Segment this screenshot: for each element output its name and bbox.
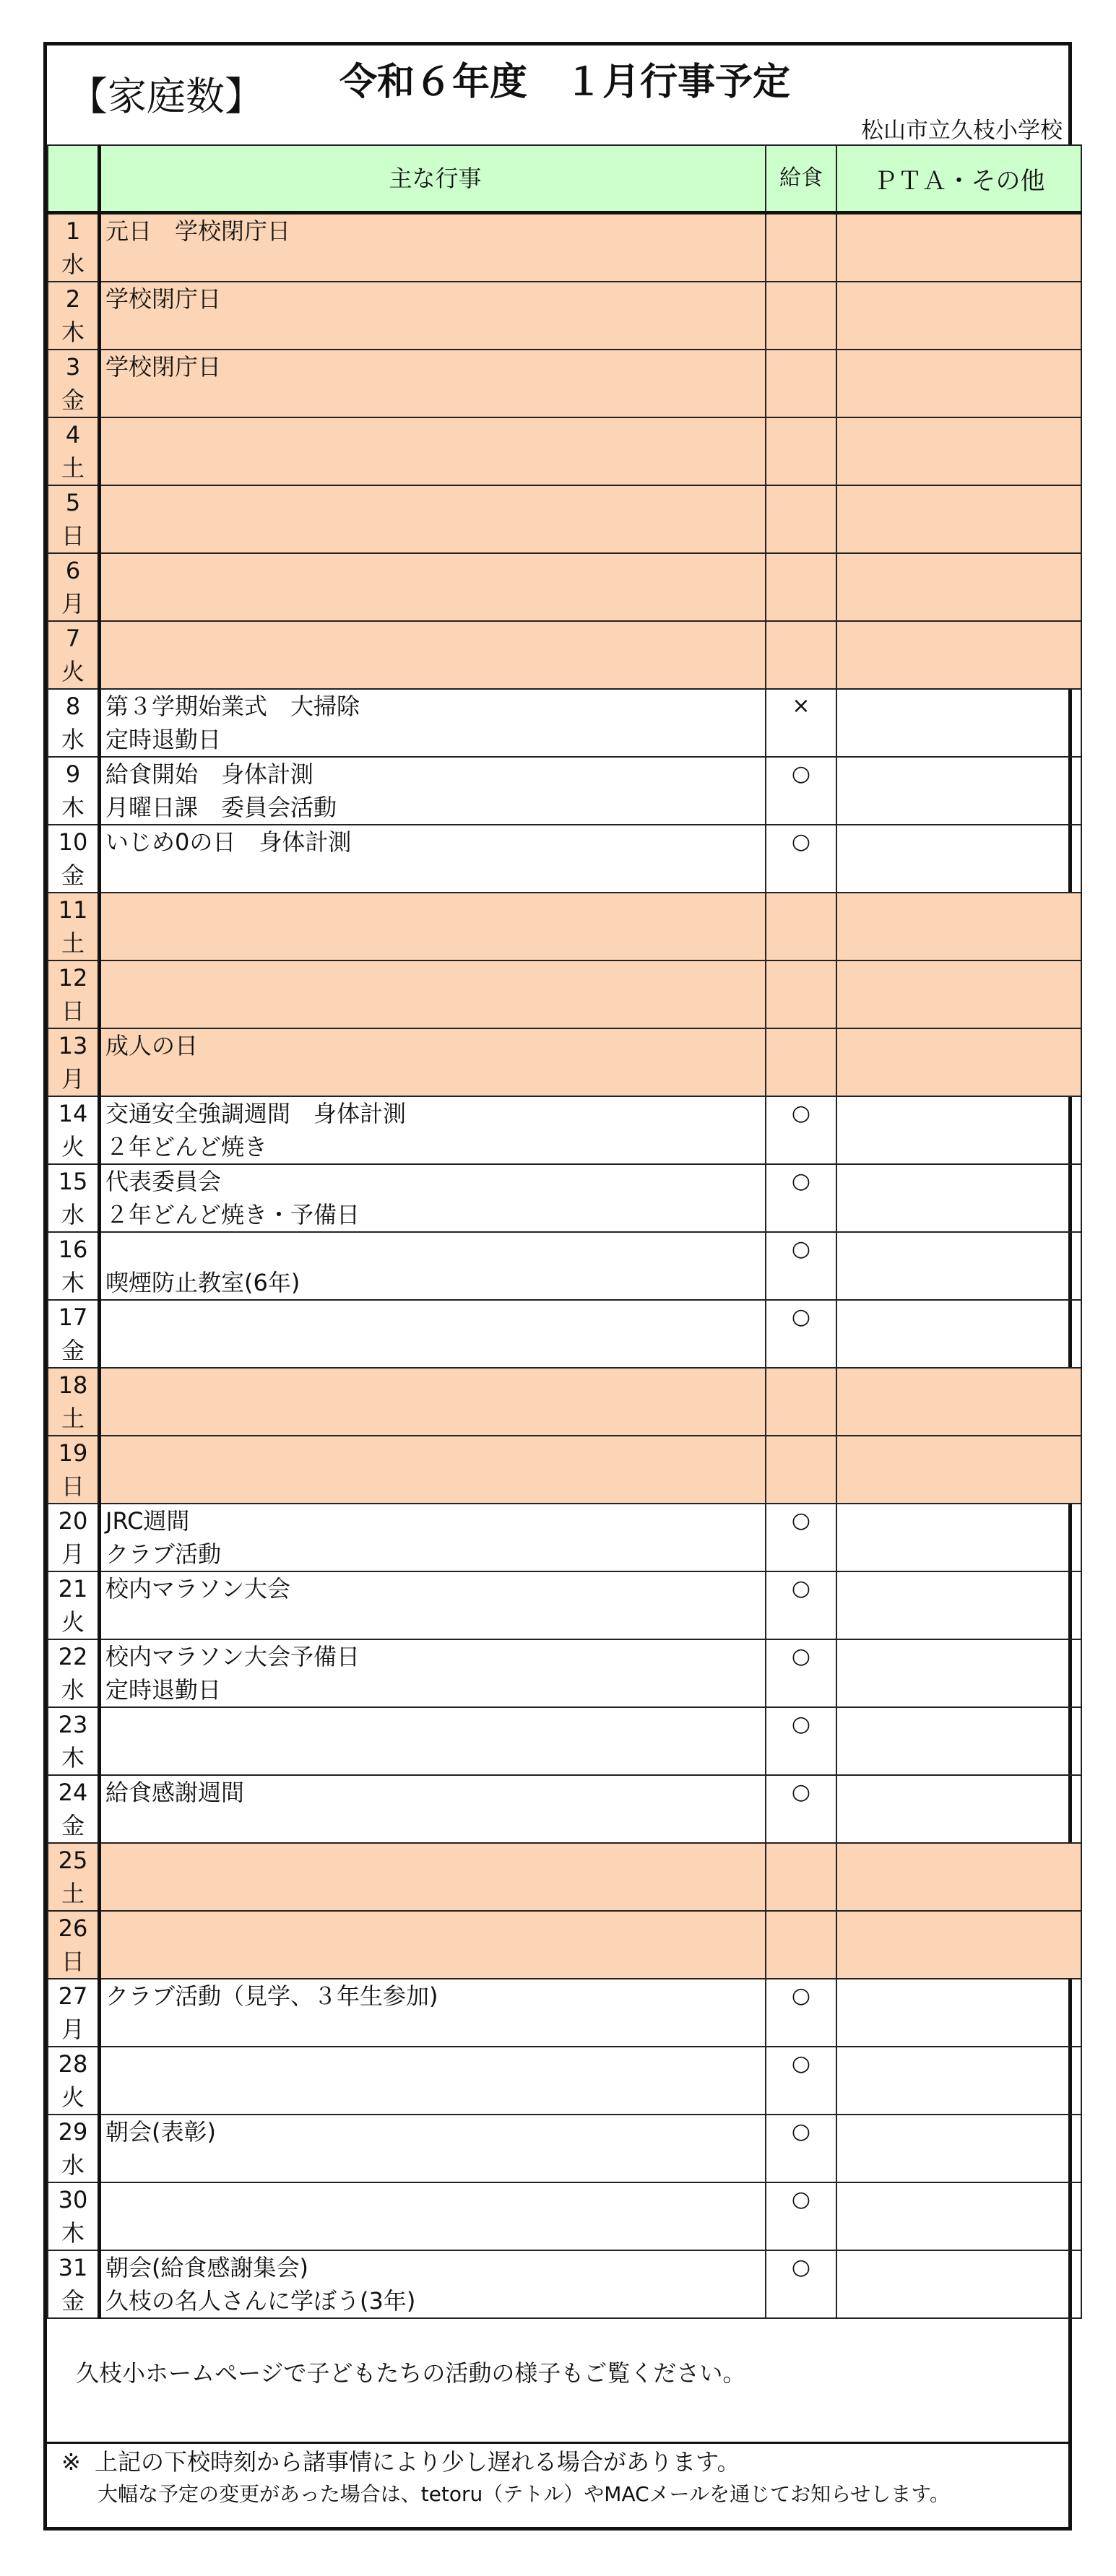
- day-cell: [48, 1028, 100, 1096]
- events-cell: [100, 2182, 766, 2250]
- table-row: [48, 1028, 1081, 1096]
- table-row: [48, 1775, 1081, 1843]
- weekday: 木: [61, 318, 85, 346]
- event-text: JRC週間: [105, 1507, 190, 1535]
- day-cell: [48, 960, 100, 1028]
- weekday: 水: [61, 1676, 85, 1704]
- pta-cell: [836, 1096, 1081, 1164]
- day-cell: [48, 2250, 100, 2318]
- pta-cell: [836, 757, 1081, 825]
- pta-cell: [836, 1504, 1081, 1571]
- event-text: 学校閉庁日: [105, 285, 222, 313]
- pta-cell: [836, 893, 1081, 960]
- day-cell: [48, 213, 100, 282]
- weekday: 水: [61, 251, 85, 278]
- events-cell: [100, 1843, 766, 1911]
- day-cell: [48, 893, 100, 960]
- date-number: 31: [58, 2254, 88, 2281]
- date-number: 13: [58, 1032, 88, 1059]
- pta-cell: [836, 1911, 1081, 1979]
- weekday: 月: [61, 1540, 85, 1568]
- date-number: 16: [58, 1236, 88, 1263]
- events-cell: [100, 553, 766, 621]
- table-row: [48, 1639, 1081, 1707]
- event-text: 給食感謝週間: [105, 1779, 245, 1806]
- event-text: 喫煙防止教室(6年): [105, 1269, 300, 1296]
- date-number: 25: [58, 1847, 88, 1874]
- events-cell: [100, 1911, 766, 1979]
- day-cell: [48, 2115, 100, 2182]
- lunch-cell: [766, 1028, 836, 1096]
- lunch-cell: ○: [766, 1504, 836, 1571]
- table-row: [48, 213, 1081, 282]
- day-cell: [48, 2182, 100, 2250]
- events-cell: [100, 621, 766, 689]
- day-cell: [48, 825, 100, 893]
- table-row: [48, 621, 1081, 689]
- day-cell: [48, 417, 100, 485]
- date-number: 14: [58, 1100, 88, 1127]
- events-cell: [100, 1368, 766, 1436]
- day-cell: [48, 1504, 100, 1571]
- weekday: 土: [61, 454, 85, 482]
- date-number: 1: [65, 217, 81, 245]
- day-cell: [48, 1096, 100, 1164]
- weekday: 土: [61, 929, 85, 957]
- pta-cell: [836, 1028, 1081, 1096]
- pta-cell: [836, 2115, 1081, 2182]
- event-text: 朝会(表彰): [105, 2118, 216, 2146]
- table-row: [48, 350, 1081, 417]
- table-row: [48, 485, 1081, 553]
- lunch-cell: ○: [766, 825, 836, 893]
- pta-cell: [836, 1775, 1081, 1843]
- day-cell: [48, 1639, 100, 1707]
- events-cell: [100, 485, 766, 553]
- lunch-cell: ○: [766, 1096, 836, 1164]
- pta-cell: [836, 282, 1081, 350]
- lunch-cell: [766, 350, 836, 417]
- date-number: 15: [58, 1168, 88, 1195]
- day-cell: [48, 1300, 100, 1368]
- events-cell: [100, 825, 766, 893]
- day-cell: [48, 1707, 100, 1775]
- pta-cell: [836, 1979, 1081, 2047]
- date-number: 2: [65, 285, 81, 313]
- table-row: [48, 1504, 1081, 1571]
- lunch-cell: ○: [766, 1707, 836, 1775]
- weekday: 日: [61, 1948, 85, 1975]
- pta-cell: [836, 2250, 1081, 2318]
- events-cell: [100, 1096, 766, 1164]
- pta-cell: [836, 213, 1081, 282]
- notes-box: [47, 2442, 1068, 2527]
- event-text: 朝会(給食感謝集会): [105, 2254, 308, 2281]
- events-cell: [100, 282, 766, 350]
- event-text: 学校閉庁日: [105, 353, 222, 381]
- date-number: 8: [65, 693, 81, 720]
- event-text: 校内マラソン大会予備日: [105, 1643, 360, 1670]
- date-number: 27: [58, 1982, 88, 2010]
- date-number: 26: [58, 1914, 88, 1942]
- note-text-1: 上記の下校時刻から諸事情により少し遅れる場合があります。: [95, 2448, 740, 2476]
- weekday: 土: [61, 1880, 85, 1907]
- pta-cell: [836, 1164, 1081, 1232]
- lunch-cell: ○: [766, 2047, 836, 2115]
- weekday: 日: [61, 997, 85, 1025]
- event-text: 校内マラソン大会: [105, 1575, 291, 1603]
- schedule-rows: [48, 213, 1081, 2319]
- events-cell: [100, 1504, 766, 1571]
- table-row: [48, 2250, 1081, 2318]
- table-row: [48, 2047, 1081, 2115]
- lunch-cell: ×: [766, 689, 836, 757]
- table-row: [48, 1911, 1081, 1979]
- pta-cell: [836, 2047, 1081, 2115]
- table-row: [48, 1436, 1081, 1504]
- weekday: 火: [61, 1608, 85, 1636]
- lunch-cell: ○: [766, 757, 836, 825]
- events-cell: [100, 1436, 766, 1504]
- date-number: 28: [58, 2050, 88, 2078]
- date-number: 29: [58, 2118, 88, 2146]
- pta-cell: [836, 350, 1081, 417]
- table-row: [48, 1232, 1081, 1300]
- event-text: 月曜日課 委員会活動: [105, 794, 337, 821]
- weekday: 金: [61, 862, 85, 889]
- pta-cell: [836, 1436, 1081, 1504]
- table-row: [48, 1843, 1081, 1911]
- date-number: 19: [58, 1439, 88, 1467]
- weekday: 金: [61, 1812, 85, 1839]
- lunch-cell: [766, 417, 836, 485]
- pta-cell: [836, 621, 1081, 689]
- events-cell: [100, 1639, 766, 1707]
- events-cell: [100, 2250, 766, 2318]
- date-number: 7: [65, 625, 81, 652]
- pta-cell: [836, 1571, 1081, 1639]
- lunch-cell: [766, 1843, 836, 1911]
- pta-cell: [836, 825, 1081, 893]
- events-cell: [100, 1164, 766, 1232]
- school-name: 松山市立久枝小学校: [861, 118, 1063, 144]
- day-cell: [48, 1571, 100, 1639]
- lunch-cell: ○: [766, 2115, 836, 2182]
- day-cell: [48, 282, 100, 350]
- weekday: 日: [61, 522, 85, 550]
- date-number: 17: [58, 1304, 88, 1331]
- day-cell: [48, 1164, 100, 1232]
- weekday: 金: [61, 386, 85, 414]
- table-header-row: [48, 145, 1081, 213]
- weekday: 火: [61, 1133, 85, 1161]
- day-cell: [48, 1232, 100, 1300]
- date-number: 24: [58, 1779, 88, 1806]
- lunch-cell: [766, 1368, 836, 1436]
- table-row: [48, 282, 1081, 350]
- table-row: [48, 1979, 1081, 2047]
- day-cell: [48, 485, 100, 553]
- weekday: 月: [61, 1065, 85, 1093]
- weekday: 木: [61, 1269, 85, 1296]
- lunch-cell: ○: [766, 1639, 836, 1707]
- event-text: いじめ0の日 身体計測: [105, 828, 352, 856]
- page-title: 令和６年度 １月行事予定: [339, 61, 791, 104]
- lunch-cell: ○: [766, 1979, 836, 2047]
- events-cell: [100, 1028, 766, 1096]
- weekday: 金: [61, 2287, 85, 2315]
- event-text: ２年どんど焼き: [105, 1133, 268, 1161]
- homepage-note: 久枝小ホームページで子どもたちの活動の様子もご覧ください。: [76, 2359, 746, 2387]
- event-text: [105, 1233, 765, 1266]
- table-row: [48, 1300, 1081, 1368]
- events-cell: [100, 893, 766, 960]
- event-text: 代表委員会: [105, 1168, 222, 1195]
- pta-cell: [836, 689, 1081, 757]
- table-row: [48, 689, 1081, 757]
- table-row: [48, 757, 1081, 825]
- day-cell: [48, 757, 100, 825]
- pta-cell: [836, 2182, 1081, 2250]
- weekday: 月: [61, 590, 85, 617]
- date-number: 21: [58, 1575, 88, 1603]
- events-cell: [100, 1707, 766, 1775]
- weekday: 火: [61, 658, 85, 685]
- date-number: 30: [58, 2186, 88, 2213]
- events-cell: [100, 960, 766, 1028]
- table-row: [48, 825, 1081, 893]
- schedule-table: [47, 144, 1082, 2319]
- table-row: [48, 1368, 1081, 1436]
- event-text: クラブ活動（見学、３年生参加): [105, 1982, 438, 2010]
- lunch-cell: ○: [766, 1232, 836, 1300]
- table-row: [48, 2115, 1081, 2182]
- event-text: 定時退勤日: [105, 1676, 222, 1704]
- note-line-2: 大幅な予定の変更があった場合は、tetoru（テトル）やMACメールを通じてお知らせします。: [98, 2482, 951, 2506]
- pta-cell: [836, 960, 1081, 1028]
- weekday: 金: [61, 1337, 85, 1364]
- pta-cell: [836, 1707, 1081, 1775]
- day-cell: [48, 1911, 100, 1979]
- events-cell: [100, 350, 766, 417]
- table-row: [48, 960, 1081, 1028]
- pta-cell: [836, 553, 1081, 621]
- table-row: [48, 417, 1081, 485]
- day-cell: [48, 553, 100, 621]
- events-cell: [100, 689, 766, 757]
- pta-cell: [836, 1368, 1081, 1436]
- weekday: 水: [61, 726, 85, 753]
- weekday: 木: [61, 794, 85, 821]
- calendar-sheet: [43, 42, 1072, 2531]
- day-cell: [48, 1979, 100, 2047]
- event-text: 定時退勤日: [105, 726, 222, 753]
- lunch-cell: [766, 553, 836, 621]
- date-number: 5: [65, 489, 81, 516]
- date-number: 11: [58, 896, 88, 924]
- pta-column-header: ＰＴＡ・その他: [836, 145, 1081, 213]
- lunch-cell: [766, 282, 836, 350]
- lunch-cell: [766, 485, 836, 553]
- events-cell: [100, 757, 766, 825]
- event-text: クラブ活動: [105, 1540, 222, 1568]
- weekday: 火: [61, 2083, 85, 2111]
- table-row: [48, 2182, 1081, 2250]
- events-cell: [100, 1571, 766, 1639]
- lunch-cell: [766, 893, 836, 960]
- events-cell: [100, 417, 766, 485]
- lunch-column-header: 給食: [766, 145, 836, 213]
- lunch-cell: ○: [766, 1164, 836, 1232]
- lunch-cell: [766, 213, 836, 282]
- homepage-note-box: [47, 2356, 1068, 2442]
- events-cell: [100, 1300, 766, 1368]
- pta-cell: [836, 1843, 1081, 1911]
- table-row: [48, 553, 1081, 621]
- lunch-cell: ○: [766, 2250, 836, 2318]
- date-number: 6: [65, 557, 81, 584]
- weekday: 水: [61, 1201, 85, 1228]
- weekday: 木: [61, 2219, 85, 2247]
- weekday: 木: [61, 1744, 85, 1771]
- lunch-cell: ○: [766, 1775, 836, 1843]
- lunch-cell: [766, 960, 836, 1028]
- note-mark: ※: [61, 2448, 81, 2476]
- events-cell: [100, 213, 766, 282]
- lunch-cell: ○: [766, 2182, 836, 2250]
- event-text: 元日 学校閉庁日: [105, 217, 291, 245]
- note-line-1: [61, 2445, 1068, 2479]
- table-row: [48, 893, 1081, 960]
- day-cell: [48, 2047, 100, 2115]
- day-column-header: [48, 145, 100, 213]
- pta-cell: [836, 1300, 1081, 1368]
- lunch-cell: ○: [766, 1571, 836, 1639]
- pta-cell: [836, 1639, 1081, 1707]
- date-number: 18: [58, 1371, 88, 1399]
- day-cell: [48, 621, 100, 689]
- events-column-header: 主な行事: [100, 145, 766, 213]
- events-cell: [100, 1979, 766, 2047]
- events-cell: [100, 2047, 766, 2115]
- lunch-cell: [766, 1911, 836, 1979]
- lunch-cell: [766, 621, 836, 689]
- date-number: 23: [58, 1711, 88, 1738]
- table-row: [48, 1164, 1081, 1232]
- day-cell: [48, 350, 100, 417]
- table-row: [48, 1096, 1081, 1164]
- date-number: 20: [58, 1507, 88, 1535]
- date-number: 10: [58, 828, 88, 856]
- event-text: 久枝の名人さんに学ぼう(3年): [105, 2287, 416, 2315]
- distribution-label: 【家庭数】: [69, 74, 264, 119]
- events-cell: [100, 2115, 766, 2182]
- event-text: 成人の日: [105, 1032, 199, 1059]
- event-text: 給食開始 身体計測: [105, 760, 314, 788]
- day-cell: [48, 1436, 100, 1504]
- events-cell: [100, 1232, 766, 1300]
- date-number: 4: [65, 421, 81, 448]
- date-number: 9: [65, 760, 81, 788]
- weekday: 土: [61, 1405, 85, 1432]
- table-row: [48, 1707, 1081, 1775]
- event-text: 交通安全強調週間 身体計測: [105, 1100, 407, 1127]
- events-cell: [100, 1775, 766, 1843]
- event-text: 第３学期始業式 大掃除: [105, 693, 360, 720]
- weekday: 水: [61, 2151, 85, 2179]
- lunch-cell: [766, 1436, 836, 1504]
- day-cell: [48, 689, 100, 757]
- date-number: 12: [58, 964, 88, 992]
- pta-cell: [836, 485, 1081, 553]
- day-cell: [48, 1368, 100, 1436]
- date-number: 3: [65, 353, 81, 381]
- weekday: 日: [61, 1473, 85, 1500]
- table-row: [48, 1571, 1081, 1639]
- pta-cell: [836, 417, 1081, 485]
- date-number: 22: [58, 1643, 88, 1670]
- pta-cell: [836, 1232, 1081, 1300]
- sheet-header: [47, 45, 1068, 144]
- event-text: ２年どんど焼き・予備日: [105, 1201, 360, 1228]
- lunch-cell: ○: [766, 1300, 836, 1368]
- weekday: 月: [61, 2016, 85, 2043]
- day-cell: [48, 1775, 100, 1843]
- day-cell: [48, 1843, 100, 1911]
